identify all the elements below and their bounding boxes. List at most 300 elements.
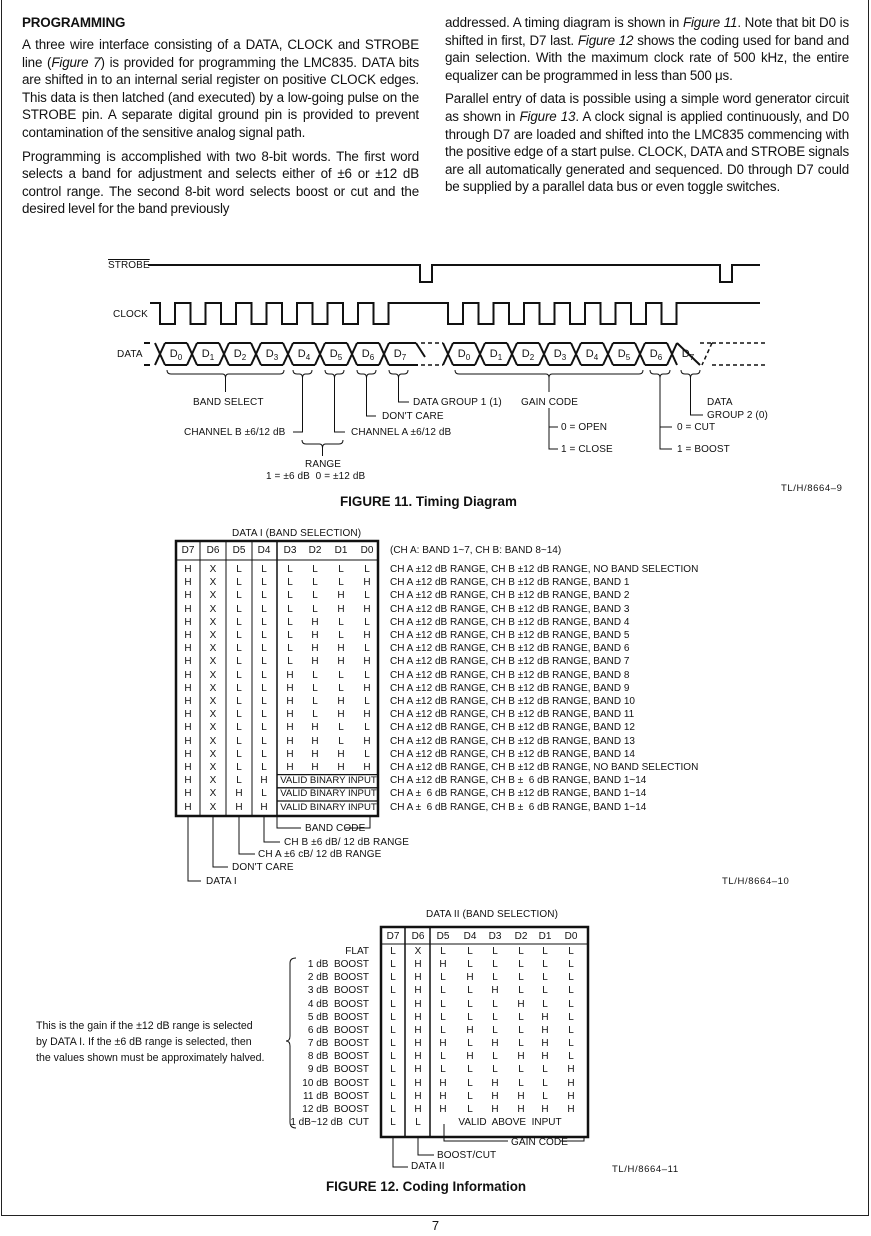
row-description: CH A ±12 dB RANGE, CH B ±12 dB RANGE, BAND 1 xyxy=(390,577,630,589)
bit-value: H xyxy=(491,1077,499,1089)
bit-value: H xyxy=(311,616,319,628)
diagram-line xyxy=(455,370,643,449)
bit-value: L xyxy=(236,722,242,734)
bit-value: H xyxy=(286,748,294,760)
bit-value: L xyxy=(236,590,242,602)
bit-value: H xyxy=(414,1064,422,1076)
gain-label: 1 dB BOOST xyxy=(307,959,369,971)
bit-d5: $D_5$ xyxy=(329,348,343,363)
bit-value: L xyxy=(287,656,293,668)
column-header: D4 xyxy=(257,545,271,556)
row-description: CH A ±12 dB RANGE, CH B ±12 dB RANGE, BAND 2 xyxy=(390,590,630,602)
bit-value: H xyxy=(439,1090,447,1102)
bit-index: 4 xyxy=(305,353,311,363)
bit-value: L xyxy=(568,1024,574,1036)
bit-value: L xyxy=(236,735,242,747)
bit-value: H xyxy=(363,577,371,589)
bit-index: 6 xyxy=(657,353,663,363)
figure-reference: Figure 12 xyxy=(577,32,634,48)
bit-d6: $D_6$ xyxy=(361,348,375,363)
range-values-label: 1 = ±6 dB 0 = ±12 dB xyxy=(266,471,366,482)
row-description: CH A ±12 dB RANGE, CH B ±12 dB RANGE, BAND 11 xyxy=(390,709,635,721)
bit-value: H xyxy=(363,709,371,721)
bit-value: L xyxy=(261,564,267,575)
bit-value: H xyxy=(466,1024,474,1036)
bit-value: H xyxy=(184,722,192,734)
bit-value: H xyxy=(311,735,319,747)
bit-index: 7 xyxy=(401,353,407,363)
bit-value: L xyxy=(542,959,548,971)
bit-value: H xyxy=(567,1077,575,1089)
bit-value: H xyxy=(466,972,474,984)
bit-value: H xyxy=(491,985,499,997)
bit-value: L xyxy=(236,616,242,628)
bit-value: L xyxy=(261,682,267,694)
bit-value: H xyxy=(337,696,345,707)
figure-reference: Figure 7 xyxy=(51,54,101,70)
bit-value: X xyxy=(209,735,217,747)
channel-b-label: CHANNEL B ±6/12 dB xyxy=(184,427,286,438)
bit-value: H xyxy=(260,801,268,813)
table1-ref: TL/H/8664–10 xyxy=(722,876,790,887)
bit-value: L xyxy=(542,1077,548,1089)
bit-value: H xyxy=(311,630,319,641)
text: shows the coding used for band and gain selection. With the maximum clock rate of 500 kHz, the entire equalizer can be programmed in less than 500 μs. xyxy=(445,32,849,83)
bit-value: H xyxy=(184,656,192,668)
column-header: D3 xyxy=(283,545,297,556)
bit-index: 5 xyxy=(625,353,631,363)
page-number: 7 xyxy=(431,1218,440,1233)
bit-value: H xyxy=(184,696,192,707)
bit-value: X xyxy=(209,682,217,694)
gain-label: 6 dB BOOST xyxy=(307,1024,369,1036)
bit-value: L xyxy=(236,709,242,721)
bit-value: H xyxy=(541,1011,549,1023)
bit-index: 3 xyxy=(561,353,567,363)
bit-value: L xyxy=(542,1064,548,1076)
bit-value: H xyxy=(337,762,345,773)
bit-value: X xyxy=(414,946,422,957)
column-header: D0 xyxy=(564,931,578,942)
bit-value: H xyxy=(184,682,192,694)
bit-value: X xyxy=(209,630,217,641)
bit-value: L xyxy=(261,590,267,602)
bit-value: L xyxy=(236,603,242,615)
data-i-annotation: DATA I xyxy=(206,876,237,887)
bit-value: L xyxy=(390,1103,396,1115)
bit-value: H xyxy=(517,998,525,1010)
bit-value: L xyxy=(542,1090,548,1102)
diagram-line xyxy=(167,370,284,392)
bit-d3: $D_3$ xyxy=(265,348,279,363)
bit-value: L xyxy=(467,998,473,1010)
column-header: D6 xyxy=(206,545,220,556)
bit-d1: $D_1$ xyxy=(201,348,215,363)
bit-value: L xyxy=(287,616,293,628)
bit-value: H xyxy=(235,801,243,813)
bit-value: L xyxy=(364,748,370,760)
bit-value: L xyxy=(440,1064,446,1076)
bit-value: H xyxy=(439,959,447,971)
diagram-line xyxy=(650,370,672,449)
figure-reference: Figure 11 xyxy=(682,15,738,30)
bit-value: L xyxy=(287,564,293,575)
bit-value: L xyxy=(338,682,344,694)
bit-value: L xyxy=(236,630,242,641)
bit-value: H xyxy=(337,656,345,668)
diagram-line xyxy=(150,303,760,324)
bit-value: H xyxy=(311,762,319,773)
bit-value: H xyxy=(363,682,371,694)
bit-value: L xyxy=(568,1011,574,1023)
row-description: CH A ±12 dB RANGE, CH B ±12 dB RANGE, BAND 12 xyxy=(390,722,635,734)
table2-ref: TL/H/8664–11 xyxy=(612,1164,679,1175)
bit-index: 1 xyxy=(497,353,503,363)
bit-d2: $D_2$ xyxy=(521,348,535,363)
bit-value: H xyxy=(491,1038,499,1050)
band-code-annotation: BAND CODE xyxy=(305,823,366,834)
bit-d3: $D_3$ xyxy=(553,348,567,363)
bit-value: L xyxy=(492,1064,498,1076)
bit-value: L xyxy=(261,748,267,760)
bit-d7: $D_7$ xyxy=(681,348,695,363)
bit-value: L xyxy=(467,1011,473,1023)
bit-value: H xyxy=(414,1090,422,1102)
bit-value: L xyxy=(261,788,267,800)
bit-value: L xyxy=(390,1011,396,1023)
bit-value: H xyxy=(517,1051,525,1063)
bit-value: L xyxy=(542,972,548,984)
bit-value: L xyxy=(440,985,446,997)
bit-value: L xyxy=(312,709,318,721)
bit-value: X xyxy=(209,656,217,668)
bit-value: L xyxy=(518,1011,524,1023)
bit-value: L xyxy=(568,1051,574,1063)
bit-value: X xyxy=(209,616,217,628)
diagram-line xyxy=(148,265,760,282)
diagram-line xyxy=(325,370,345,432)
bit-value: L xyxy=(338,577,344,589)
gain-label: 3 dB BOOST xyxy=(307,985,369,997)
bit-value: L xyxy=(542,985,548,997)
bit-value: L xyxy=(236,682,242,694)
bit-value: L xyxy=(390,1024,396,1036)
clock-label: CLOCK xyxy=(113,309,148,320)
dont-care-annotation: DON'T CARE xyxy=(232,862,294,873)
paragraph: Programming is accomplished with two 8-bit words. The first word selects a band for adjustment and selects either of ±6 or ±12 dB control range. The second 8-bit word selects boost or cut and the desired level for the band previously xyxy=(22,148,419,217)
bit-value: L xyxy=(390,959,396,971)
bit-value: L xyxy=(492,998,498,1010)
bit-value: H xyxy=(414,1011,422,1023)
bit-index: 5 xyxy=(337,353,343,363)
band-select-label: BAND SELECT xyxy=(193,397,264,408)
bit-value: H xyxy=(286,669,294,681)
close-label: 1 = CLOSE xyxy=(561,444,613,455)
row-description: CH A ±12 dB RANGE, CH B ±12 dB RANGE, NO BAND SELECTION xyxy=(390,762,699,773)
bit-value: L xyxy=(542,998,548,1010)
figure11-ref: TL/H/8664–9 xyxy=(781,483,843,494)
bit-value: L xyxy=(287,590,293,602)
bit-value: L xyxy=(236,564,242,575)
column-header: D3 xyxy=(488,931,502,942)
diagram-line xyxy=(357,370,376,416)
bit-value: L xyxy=(390,972,396,984)
bit-value: L xyxy=(364,643,370,655)
bit-value: H xyxy=(414,972,422,984)
bit-value: H xyxy=(184,748,192,760)
bit-value: X xyxy=(209,709,217,721)
bit-value: L xyxy=(312,682,318,694)
table2-title: DATA II (BAND SELECTION) xyxy=(426,909,559,920)
bit-value: H xyxy=(184,590,192,602)
bit-value: L xyxy=(364,590,370,602)
bit-value: H xyxy=(337,603,345,615)
data-label: DATA xyxy=(117,349,143,360)
bit-value: L xyxy=(287,603,293,615)
bit-value: L xyxy=(261,696,267,707)
bit-value: L xyxy=(492,1051,498,1063)
bit-value: L xyxy=(568,959,574,971)
valid-binary-input: VALID BINARY INPUT xyxy=(280,788,377,800)
bit-value: H xyxy=(567,1090,575,1102)
bit-d1: $D_1$ xyxy=(489,348,503,363)
ch-b-annotation: CH B ±6 dB/ 12 dB RANGE xyxy=(284,837,410,848)
data-group2-label: DATA xyxy=(707,397,733,408)
bit-value: X xyxy=(209,603,217,615)
bit-value: L xyxy=(364,669,370,681)
bit-value: L xyxy=(390,1090,396,1102)
bit-value: H xyxy=(184,669,192,681)
bit-value: L xyxy=(568,998,574,1010)
bit-value: L xyxy=(287,577,293,589)
bit-value: X xyxy=(209,643,217,655)
bit-value: L xyxy=(568,1038,574,1050)
bit-value: H xyxy=(184,709,192,721)
bit-value: X xyxy=(209,590,217,602)
bit-value: H xyxy=(311,656,319,668)
bit-value: H xyxy=(414,1103,422,1115)
row-description: CH A ±12 dB RANGE, CH B ±12 dB RANGE, BAND 4 xyxy=(390,616,630,628)
cut-label: 0 = CUT xyxy=(677,422,716,433)
bit-value: H xyxy=(184,643,192,655)
row-description: CH A ± 6 dB RANGE, CH B ±12 dB RANGE, BAND 1~14 xyxy=(390,788,647,800)
bit-value: H xyxy=(184,801,192,813)
bit-value: L xyxy=(261,762,267,773)
bit-value: H xyxy=(286,682,294,694)
bit-value: L xyxy=(568,972,574,984)
row-description: CH A ±12 dB RANGE, CH B ±12 dB RANGE, BAND 10 xyxy=(390,696,635,707)
row-description: CH A ±12 dB RANGE, CH B ± 6 dB RANGE, BAND 1~14 xyxy=(390,775,647,787)
valid-binary-input: VALID BINARY INPUT xyxy=(280,801,377,813)
bit-value: H xyxy=(184,577,192,589)
data-group1-label: DATA GROUP 1 (1) xyxy=(413,397,502,408)
bit-value: H xyxy=(311,748,319,760)
row-description: CH A ±12 dB RANGE, CH B ±12 dB RANGE, BAND 13 xyxy=(390,735,635,747)
bit-value: L xyxy=(440,1051,446,1063)
channel-a-label: CHANNEL A ±6/12 dB xyxy=(351,427,452,438)
bit-value: H xyxy=(337,643,345,655)
bit-value: L xyxy=(390,985,396,997)
bit-value: L xyxy=(518,1024,524,1036)
row-description: CH A ±12 dB RANGE, CH B ±12 dB RANGE, BAND 6 xyxy=(390,643,630,655)
bit-value: L xyxy=(492,972,498,984)
bit-value: L xyxy=(338,630,344,641)
valid-binary-input: VALID BINARY INPUT xyxy=(280,775,377,787)
bit-value: H xyxy=(311,722,319,734)
bit-d5: $D_5$ xyxy=(617,348,631,363)
bit-value: X xyxy=(209,801,217,813)
column-header: D5 xyxy=(232,545,246,556)
data-ii-annotation: DATA II xyxy=(411,1161,445,1172)
bit-value: L xyxy=(364,696,370,707)
bit-value: L xyxy=(518,946,524,957)
bit-value: H xyxy=(414,985,422,997)
bit-value: L xyxy=(236,748,242,760)
bit-value: L xyxy=(390,1051,396,1063)
bit-index: 3 xyxy=(273,353,279,363)
bit-value: L xyxy=(364,564,370,575)
bit-value: H xyxy=(541,1024,549,1036)
bit-value: L xyxy=(518,959,524,971)
bit-value: H xyxy=(517,1103,525,1115)
diagram-line xyxy=(389,370,409,402)
bit-value: L xyxy=(261,735,267,747)
bit-value: H xyxy=(414,1077,422,1089)
bit-value: X xyxy=(209,696,217,707)
dont-care-label: DON'T CARE xyxy=(382,411,444,422)
bit-value: H xyxy=(439,1103,447,1115)
bit-value: L xyxy=(338,722,344,734)
row-description: CH A ±12 dB RANGE, CH B ±12 dB RANGE, BAND 3 xyxy=(390,603,630,615)
bit-value: X xyxy=(209,722,217,734)
bit-d0: $D_0$ xyxy=(169,348,183,363)
bit-value: L xyxy=(261,656,267,668)
bit-value: L xyxy=(236,775,242,787)
bit-value: L xyxy=(440,1011,446,1023)
bit-value: H xyxy=(363,630,371,641)
bit-value: L xyxy=(312,564,318,575)
bit-index: 0 xyxy=(177,353,183,363)
bit-value: H xyxy=(311,643,319,655)
bit-value: L xyxy=(390,1038,396,1050)
bit-value: X xyxy=(209,762,217,773)
data-group2-label-2: GROUP 2 (0) xyxy=(707,410,768,421)
bit-value: L xyxy=(390,946,396,957)
bit-value: L xyxy=(261,722,267,734)
bit-value: L xyxy=(261,616,267,628)
bit-value: L xyxy=(440,998,446,1010)
bit-value: L xyxy=(390,1116,396,1128)
bit-d6: $D_6$ xyxy=(649,348,663,363)
table1-header-description: (CH A: BAND 1~7, CH B: BAND 8~14) xyxy=(390,545,562,556)
bit-value: L xyxy=(467,1038,473,1050)
bit-value: L xyxy=(338,669,344,681)
text: addressed. A timing diagram is shown in xyxy=(445,15,683,30)
bit-value: H xyxy=(184,564,192,575)
bit-value: L xyxy=(467,959,473,971)
bit-value: H xyxy=(491,1090,499,1102)
gain-code-label: GAIN CODE xyxy=(521,397,579,408)
bit-value: L xyxy=(261,669,267,681)
bit-value: L xyxy=(467,946,473,957)
bit-value: L xyxy=(518,985,524,997)
bit-value: L xyxy=(364,616,370,628)
bit-d2: $D_2$ xyxy=(233,348,247,363)
row-description: CH A ±12 dB RANGE, CH B ±12 dB RANGE, BAND 5 xyxy=(390,630,630,641)
column-header: D6 xyxy=(411,931,425,942)
bit-value: L xyxy=(415,1116,421,1128)
bit-value: L xyxy=(236,696,242,707)
figure11-caption: FIGURE 11. Timing Diagram xyxy=(340,494,517,509)
bit-value: X xyxy=(209,788,217,800)
figure-reference: Figure 13 xyxy=(519,108,576,124)
bit-value: H xyxy=(286,709,294,721)
gain-note: This is the gain if the ±12 dB range is selected by DATA I. If the ±6 dB range is selected, then the values shown must be approximately halved. xyxy=(36,1020,265,1064)
bit-value: L xyxy=(312,577,318,589)
bit-value: L xyxy=(364,722,370,734)
bit-value: H xyxy=(414,1024,422,1036)
row-description: CH A ± 6 dB RANGE, CH B ± 6 dB RANGE, BAND 1~14 xyxy=(390,801,647,813)
ch-a-annotation: CH A ±6 cB/ 12 dB RANGE xyxy=(258,849,382,860)
bit-value: H xyxy=(184,788,192,800)
bit-value: L xyxy=(236,762,242,773)
gain-label: FLAT xyxy=(345,946,369,957)
bit-index: 1 xyxy=(209,353,215,363)
bit-value: H xyxy=(414,959,422,971)
bit-value: L xyxy=(440,972,446,984)
diagram-line xyxy=(293,370,312,432)
row-description: CH A ±12 dB RANGE, CH B ±12 dB RANGE, BAND 9 xyxy=(390,682,630,694)
boost-cut-annotation: BOOST/CUT xyxy=(437,1150,497,1161)
bit-value: H xyxy=(541,1103,549,1115)
range-label: RANGE xyxy=(305,459,342,470)
bit-value: H xyxy=(286,696,294,707)
gain-label: 8 dB BOOST xyxy=(307,1051,369,1063)
bit-value: X xyxy=(209,748,217,760)
bit-value: L xyxy=(261,709,267,721)
text: A three wire interface consisting of a DATA, CLOCK and STROBE line ( xyxy=(22,37,419,70)
gain-label: 1 dB~12 dB CUT xyxy=(290,1116,369,1128)
bit-value: L xyxy=(261,630,267,641)
bit-value: X xyxy=(209,669,217,681)
column-header: D5 xyxy=(436,931,450,942)
boost-label: 1 = BOOST xyxy=(677,444,730,455)
bit-value: L xyxy=(492,946,498,957)
bit-value: H xyxy=(286,735,294,747)
gain-label: 12 dB BOOST xyxy=(302,1103,369,1115)
bit-value: H xyxy=(286,762,294,773)
bit-value: H xyxy=(184,735,192,747)
bit-value: X xyxy=(209,775,217,787)
column-header: D7 xyxy=(181,545,195,556)
bit-value: L xyxy=(492,1011,498,1023)
text: . Note that bit D0 is shifted in first, D7 last. xyxy=(445,15,849,48)
column-header: D7 xyxy=(386,931,400,942)
bit-value: H xyxy=(184,616,192,628)
gain-label: 7 dB BOOST xyxy=(307,1038,369,1050)
bit-value: L xyxy=(518,1064,524,1076)
bit-value: H xyxy=(414,998,422,1010)
bit-d7: $D_7$ xyxy=(393,348,407,363)
bit-value: H xyxy=(363,603,371,615)
bit-value: H xyxy=(363,656,371,668)
bit-value: L xyxy=(467,1077,473,1089)
bit-value: L xyxy=(312,590,318,602)
bit-index: 4 xyxy=(593,353,599,363)
bit-value: L xyxy=(287,630,293,641)
bit-value: L xyxy=(568,946,574,957)
bit-value: L xyxy=(261,603,267,615)
